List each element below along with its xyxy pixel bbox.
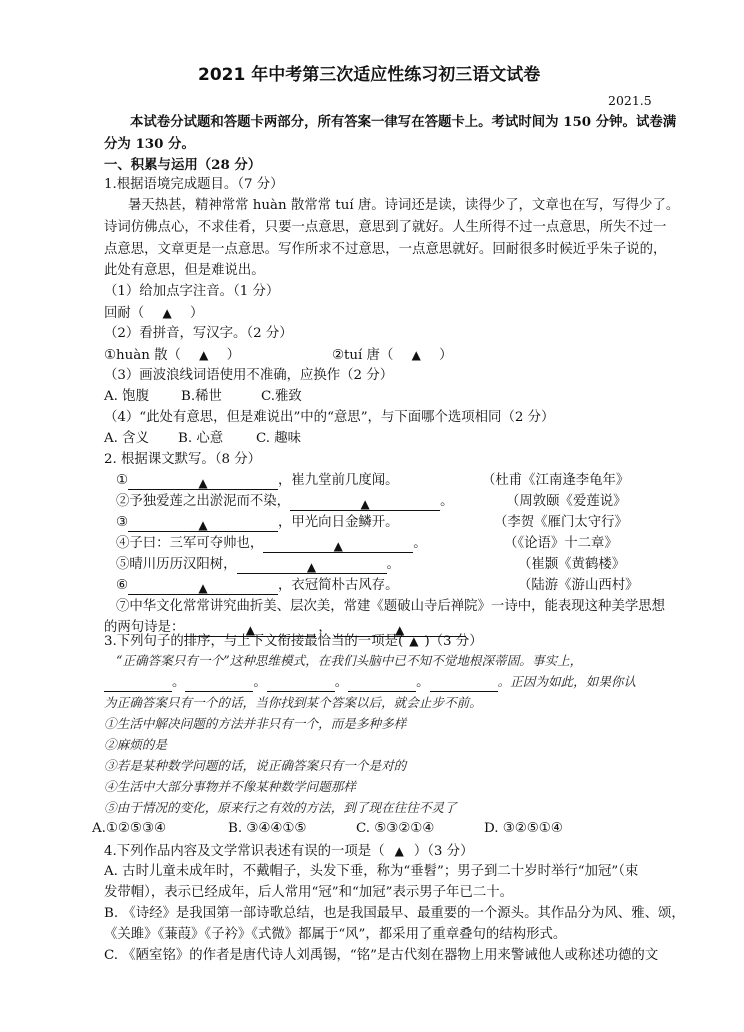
q2-row-7: ⑦中华文化常常讲究曲折美、层次美，常建《题破山寺后禅院》一诗中，能表现这种美学思想 xyxy=(116,599,666,614)
q2-row-7-cont: 的两句诗是： ▲ ， ▲ xyxy=(104,619,466,637)
q3-stem-text: 3.下列句子的排序，与上下文衔接最恰当的一项是( xyxy=(104,634,404,649)
answer-marker: ▲ xyxy=(162,306,172,320)
q2-row-7-label: 的两句诗是： xyxy=(104,620,185,635)
q3-context-3: 为正确答案只有一个的话，当你找到某个答案以后，就会止步不前。 xyxy=(104,695,482,710)
q2-row-post: 。 xyxy=(440,494,454,509)
q2-row-source: （李贺《雁门太守行》 xyxy=(494,515,628,530)
answer-blank xyxy=(128,516,278,532)
answer-blank xyxy=(267,676,335,692)
answer-blank xyxy=(348,676,416,692)
q4-option-a-line: A. 古时儿童未成年时，不戴帽子，头发下垂，称为“垂髫”；男子到二十岁时举行“加冠”（束 xyxy=(104,864,639,879)
q1-part3-option: C.雅致 xyxy=(261,389,302,404)
answer-blank xyxy=(263,537,413,553)
q2-row-source: （周敦颐《爱莲说》 xyxy=(506,494,627,509)
answer-blank xyxy=(185,676,253,692)
answer-marker: ▲ xyxy=(306,560,317,574)
q2-row-pre: ⑥ xyxy=(116,578,129,593)
answer-marker: ▲ xyxy=(199,348,209,362)
q3-stem-close: )（3 分） xyxy=(424,634,483,649)
q1-part2-b xyxy=(332,346,453,365)
q1-stem: 1.根据语境完成题目。（7 分） xyxy=(104,177,284,192)
q2-row-3 xyxy=(116,514,399,532)
answer-marker: ▲ xyxy=(333,539,343,553)
q3-context-1: “正确答案只有一个”这种思维模式，在我们头脑中已不知不觉地根深蒂固。事实上， xyxy=(116,653,583,668)
q3-item: ①生活中解决问题的方法并非只有一个，而是多种多样 xyxy=(104,716,407,731)
answer-blank xyxy=(237,558,387,574)
q1-part2-a xyxy=(104,346,240,365)
q3-item: ④生活中大部分事物并不像某种数学问题那样 xyxy=(104,779,356,794)
q2-row-2 xyxy=(116,493,453,511)
q2-row-post: ，衣冠简朴古风存。 xyxy=(278,578,399,593)
q1-passage-line: 此处有意思，但是难说出。 xyxy=(104,263,265,278)
q1-part1-close: ） xyxy=(189,306,204,321)
q1-part4-option: B. 心意 xyxy=(178,431,224,446)
q2-row-source: （杜甫《江南逢李龟年》 xyxy=(482,473,630,488)
answer-blank xyxy=(128,474,278,490)
answer-marker: ▲ xyxy=(360,497,370,511)
q2-stem: 2. 根据课文默写。（8 分） xyxy=(104,452,262,467)
answer-blank xyxy=(290,495,440,511)
q3-option-a: A.①②⑤③④ xyxy=(92,821,166,836)
intro-line-2: 分为 130 分。 xyxy=(104,136,195,152)
answer-marker: ▲ xyxy=(409,634,419,648)
q4-option-c-line: C. 《陋室铭》的作者是唐代诗人刘禹锡，“铭”是古代刻在器物上用来警诫他人或称述功德的文 xyxy=(104,948,659,963)
q2-row-pre: ②予独爱莲之出淤泥而不染， xyxy=(116,494,291,509)
q2-row-source: （崔颢《黄鹤楼》 xyxy=(518,557,626,572)
q3-item: ⑤由于情况的变化，原来行之有效的方法，到了现在往往不灵了 xyxy=(104,800,457,815)
q2-row-pre: ④子曰：三军可夺帅也， xyxy=(116,536,264,551)
q2-row-post: ，崔九堂前几度闻。 xyxy=(278,473,399,488)
page-title: 2021 年中考第三次适应性练习初三语文试卷 xyxy=(198,65,541,85)
q1-passage-line: 点意思，文章更是一点意思。写作所求不过意思，一点意思就好。回耐很多时候近乎朱子说的， xyxy=(104,242,667,257)
q1-part4-option: A. 含义 xyxy=(104,431,149,446)
q2-row-source: （陆游《游山西村》 xyxy=(518,578,639,593)
answer-marker: ▲ xyxy=(394,844,404,858)
q1-part4: （4）“此处有意思，但是难说出”中的“意思”，与下面哪个选项相同（2 分） xyxy=(104,410,555,425)
answer-blank xyxy=(128,579,278,595)
q1-part3: （3）画波浪线词语使用不准确，应换作（2 分） xyxy=(104,368,394,383)
section-heading: 一、积累与运用（28 分） xyxy=(104,157,262,173)
answer-marker: ▲ xyxy=(198,581,208,595)
q2-row-source: （《论语》十二章》 xyxy=(504,536,618,551)
q4-option-a-line: 发带帽），表示已经成年，后人常用“冠”和“加冠”表示男子年已二十。 xyxy=(104,885,514,900)
q2-row-pre: ① xyxy=(116,473,129,488)
q1-part2-a-close: ） xyxy=(226,348,241,363)
q1-part2: （2）看拼音，写汉字。（2 分） xyxy=(104,326,293,341)
q1-part1-answer xyxy=(104,304,203,323)
exam-date: 2021.5 xyxy=(608,93,652,108)
answer-marker: ▲ xyxy=(198,476,208,490)
intro-line-1: 本试卷分试题和答题卡两部分，所有答案一律写在答题卡上。考试时间为 150 分钟。试卷满 xyxy=(130,114,677,130)
q3-stem xyxy=(104,632,483,651)
q3-item: ③若是某种数学问题的话，说正确答案只有一个是对的 xyxy=(104,758,407,773)
q2-row-4 xyxy=(116,535,427,553)
answer-marker: ▲ xyxy=(395,623,405,637)
q2-row-5 xyxy=(116,556,400,574)
q2-row-6 xyxy=(116,577,399,595)
q1-part1: （1）给加点字注音。（1 分） xyxy=(104,284,280,299)
q1-passage-line: 暑天热甚，精神常常 huàn 散常常 tuí 唐。诗词还是读，读得少了，文章也在写，写得少了。 xyxy=(128,198,680,213)
q1-part3-option: A. 饱腹 xyxy=(104,389,149,404)
q3-option-b: B. ③④④①⑤ xyxy=(228,821,307,836)
q1-part2-b-label: ②tuí 唐（ xyxy=(332,348,394,363)
q4-option-b-line: B. 《诗经》是我国第一部诗歌总结，也是我国最早、最重要的一个源头。其作品分为风、雅、颂， xyxy=(104,906,685,921)
q2-row-post: 。 xyxy=(413,536,427,551)
answer-marker: ▲ xyxy=(198,518,208,532)
q4-stem-close: ）（3 分） xyxy=(413,844,474,859)
q4-stem-text: 4.下列作品内容及文学常识表述有误的一项是（ xyxy=(104,844,385,859)
answer-blank xyxy=(430,676,498,692)
answer-marker: ▲ xyxy=(411,348,421,362)
q4-stem xyxy=(104,842,473,861)
q1-part2-a-label: ①huàn 散（ xyxy=(104,348,181,363)
q1-part3-option: B.稀世 xyxy=(181,389,222,404)
q2-row-post: 。 xyxy=(386,557,400,572)
q1-part4-option: C. 趣味 xyxy=(256,431,302,446)
q3-context-2-end: 。正因为如此，如果你认 xyxy=(497,674,637,689)
q3-item: ②麻烦的是 xyxy=(104,737,167,752)
answer-blank xyxy=(104,676,172,692)
q4-option-b-line: 《关雎》《蒹葭》《子衿》《式微》都属于“风”，都采用了重章叠句的结构形式。 xyxy=(104,927,567,942)
q3-option-d: D. ③②⑤①④ xyxy=(484,821,563,836)
q2-row-post: ，甲光向日金鳞开。 xyxy=(278,515,399,530)
q1-part2-b-close: ） xyxy=(439,348,453,363)
answer-marker: ▲ xyxy=(245,623,255,637)
q1-passage-line: 诗词仿佛点心，不求佳肴，只要一点意思，意思到了就好。人生所得不过一点意思，所失不过一 xyxy=(104,220,667,235)
q2-row-1 xyxy=(116,472,399,490)
q3-context-2: 。 。 。 。 。正因为如此，如果你认 xyxy=(104,673,636,692)
q2-row-pre: ⑤晴川历历汉阳树， xyxy=(116,557,237,572)
q2-row-pre: ③ xyxy=(116,515,129,530)
q3-option-c: C. ⑤③②①④ xyxy=(356,821,435,836)
q1-part1-word: 回耐（ xyxy=(104,306,145,321)
